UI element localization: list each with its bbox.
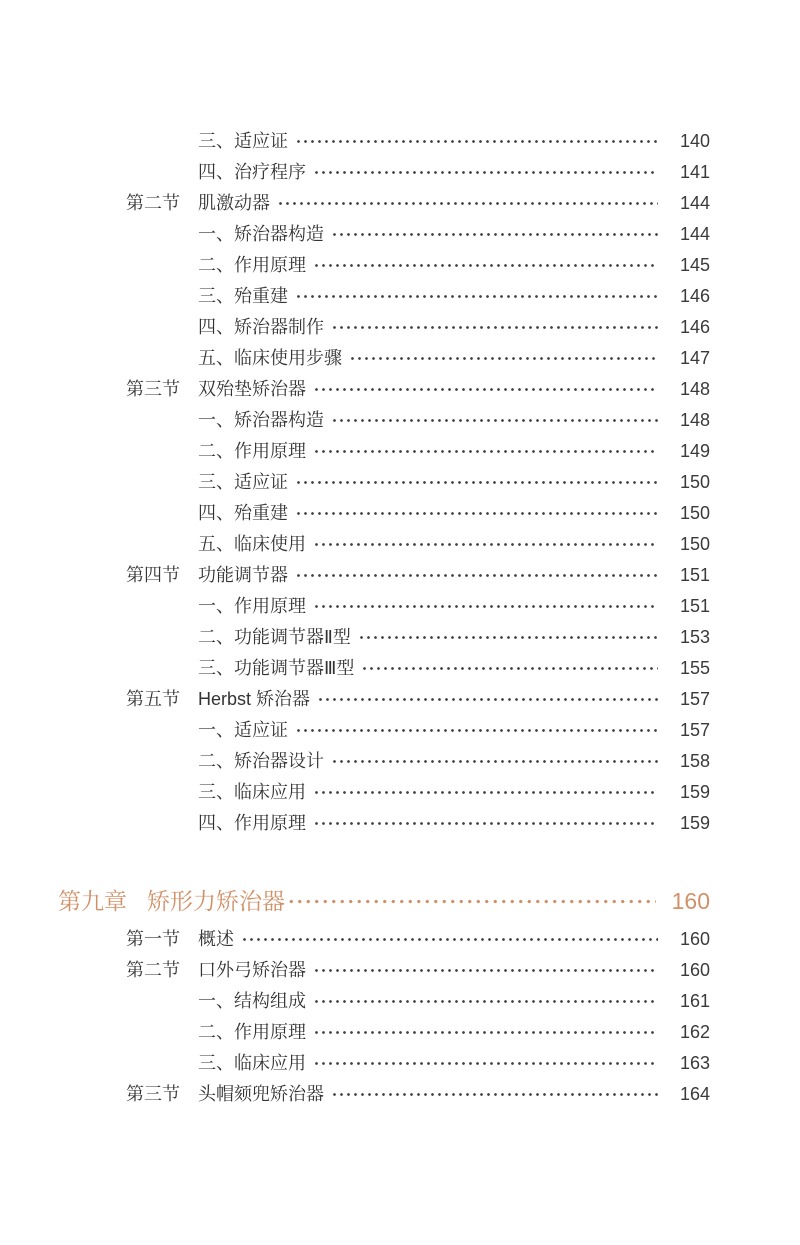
dot-leader [313, 255, 658, 276]
dot-leader [313, 991, 658, 1012]
toc-entry-sub [0, 498, 800, 529]
toc-entry-sub [0, 126, 800, 157]
toc-entry-sub [0, 436, 800, 467]
toc-entry-page: 163 [679, 1053, 710, 1073]
toc-entry-page: 157 [679, 689, 710, 709]
toc-entry-page: 140 [679, 131, 710, 151]
dot-leader [295, 131, 658, 152]
toc-entry-page: 151 [679, 565, 710, 585]
dot-leader [313, 1022, 658, 1043]
toc-entry-title: 五、临床使用 [198, 534, 306, 554]
toc-entry-sub [0, 312, 800, 343]
dot-leader [313, 441, 658, 462]
dot-leader [361, 658, 658, 679]
toc-entry-sub [0, 405, 800, 436]
toc-entry-sub [0, 219, 800, 250]
dot-leader [313, 813, 658, 834]
toc-entry-title: 一、结构组成 [198, 991, 306, 1011]
dot-leader [331, 317, 658, 338]
dot-leader [295, 472, 658, 493]
toc-entry-page: 162 [679, 1022, 710, 1042]
toc-entry-chapter [0, 886, 800, 917]
toc-entry-page: 149 [679, 441, 710, 461]
toc-entry-page: 157 [679, 720, 710, 740]
toc-entry-title: 一、作用原理 [198, 596, 306, 616]
toc-entry-sub [0, 529, 800, 560]
toc-entry-title: 功能调节器 [198, 565, 288, 585]
toc-entry-title: 概述 [198, 929, 234, 949]
toc-entry-section [0, 955, 800, 986]
toc-entry-section [0, 560, 800, 591]
toc-entry-sub [0, 343, 800, 374]
section-label: 第二节 [126, 193, 180, 213]
toc-list [0, 126, 800, 1110]
toc-entry-page: 161 [679, 991, 710, 1011]
section-label: 第五节 [126, 689, 180, 709]
toc-entry-title: 三、适应证 [198, 472, 288, 492]
toc-entry-section [0, 374, 800, 405]
toc-entry-page: 159 [679, 813, 710, 833]
toc-entry-page: 158 [679, 751, 710, 771]
toc-entry-title: 一、矫治器构造 [198, 224, 324, 244]
toc-entry-sub [0, 808, 800, 839]
dot-leader [295, 286, 658, 307]
dot-leader [313, 534, 658, 555]
toc-entry-sub [0, 715, 800, 746]
toc-entry-page: 150 [679, 503, 710, 523]
toc-entry-title: 二、作用原理 [198, 441, 306, 461]
toc-entry-title: 五、临床使用步骤 [198, 348, 342, 368]
toc-entry-page: 150 [679, 472, 710, 492]
toc-entry-title: 一、适应证 [198, 720, 288, 740]
dot-leader [313, 596, 658, 617]
toc-entry-sub [0, 622, 800, 653]
toc-entry-title: 四、治疗程序 [198, 162, 306, 182]
dot-leader [317, 689, 658, 710]
toc-entry-title: 口外弓矫治器 [198, 960, 306, 980]
dot-leader [295, 565, 658, 586]
toc-entry-title: 三、功能调节器Ⅲ型 [198, 658, 355, 678]
dot-leader [331, 224, 658, 245]
dot-leader [358, 627, 658, 648]
dot-leader [313, 162, 658, 183]
toc-entry-page: 144 [679, 224, 710, 244]
toc-entry-page: 145 [679, 255, 710, 275]
toc-entry-sub [0, 591, 800, 622]
toc-entry-page: 160 [671, 888, 710, 914]
dot-leader [313, 782, 658, 803]
toc-entry-title: 头帽颏兜矫治器 [198, 1084, 324, 1104]
toc-entry-title: 矫形力矫治器 [147, 888, 285, 914]
toc-entry-page: 147 [679, 348, 710, 368]
toc-entry-sub [0, 986, 800, 1017]
dot-leader [313, 379, 658, 400]
dot-leader [331, 1084, 658, 1105]
toc-entry-title: 四、作用原理 [198, 813, 306, 833]
toc-entry-section [0, 684, 800, 715]
dot-leader [313, 960, 658, 981]
toc-entry-page: 153 [679, 627, 710, 647]
section-label: 第三节 [126, 379, 180, 399]
section-label: 第一节 [126, 929, 180, 949]
dot-leader [331, 410, 658, 431]
dot-leader [313, 1053, 658, 1074]
toc-entry-page: 150 [679, 534, 710, 554]
toc-entry-page: 160 [679, 929, 710, 949]
toc-entry-title: Herbst 矫治器 [198, 689, 311, 709]
toc-entry-title: 二、功能调节器Ⅱ型 [198, 627, 351, 647]
toc-entry-title: 一、矫治器构造 [198, 410, 324, 430]
dot-leader [295, 503, 658, 524]
toc-entry-sub [0, 653, 800, 684]
toc-entry-title: 三、适应证 [198, 131, 288, 151]
toc-entry-sub [0, 1017, 800, 1048]
toc-entry-section [0, 188, 800, 219]
toc-entry-page: 146 [679, 317, 710, 337]
toc-entry-title: 二、作用原理 [198, 1022, 306, 1042]
toc-entry-sub [0, 281, 800, 312]
section-label: 第四节 [126, 565, 180, 585]
section-label: 第二节 [126, 960, 180, 980]
toc-entry-page: 141 [679, 162, 710, 182]
toc-entry-page: 159 [679, 782, 710, 802]
toc-entry-sub [0, 157, 800, 188]
dot-leader [331, 751, 658, 772]
toc-entry-page: 148 [679, 379, 710, 399]
toc-entry-page: 164 [679, 1084, 710, 1104]
toc-entry-title: 二、作用原理 [198, 255, 306, 275]
toc-entry-page: 155 [679, 658, 710, 678]
dot-leader [295, 720, 658, 741]
dot-leader [241, 929, 658, 950]
toc-entry-page: 148 [679, 410, 710, 430]
section-label: 第三节 [126, 1084, 180, 1104]
toc-entry-sub [0, 777, 800, 808]
toc-entry-page: 146 [679, 286, 710, 306]
toc-entry-title: 三、临床应用 [198, 782, 306, 802]
chapter-label: 第九章 [58, 888, 127, 914]
toc-entry-page: 160 [679, 960, 710, 980]
toc-entry-title: 双殆垫矫治器 [198, 379, 306, 399]
dot-leader [277, 193, 658, 214]
toc-entry-title: 肌激动器 [198, 193, 270, 213]
toc-entry-sub [0, 250, 800, 281]
toc-entry-sub [0, 467, 800, 498]
toc-entry-title: 四、矫治器制作 [198, 317, 324, 337]
toc-entry-title: 四、殆重建 [198, 503, 288, 523]
dot-leader [349, 348, 658, 369]
toc-entry-section [0, 924, 800, 955]
toc-entry-section [0, 1079, 800, 1110]
toc-entry-page: 151 [679, 596, 710, 616]
toc-entry-sub [0, 746, 800, 777]
dot-leader [287, 891, 656, 912]
toc-entry-title: 三、殆重建 [198, 286, 288, 306]
toc-entry-title: 二、矫治器设计 [198, 751, 324, 771]
toc-entry-sub [0, 1048, 800, 1079]
toc-entry-title: 三、临床应用 [198, 1053, 306, 1073]
toc-entry-page: 144 [679, 193, 710, 213]
